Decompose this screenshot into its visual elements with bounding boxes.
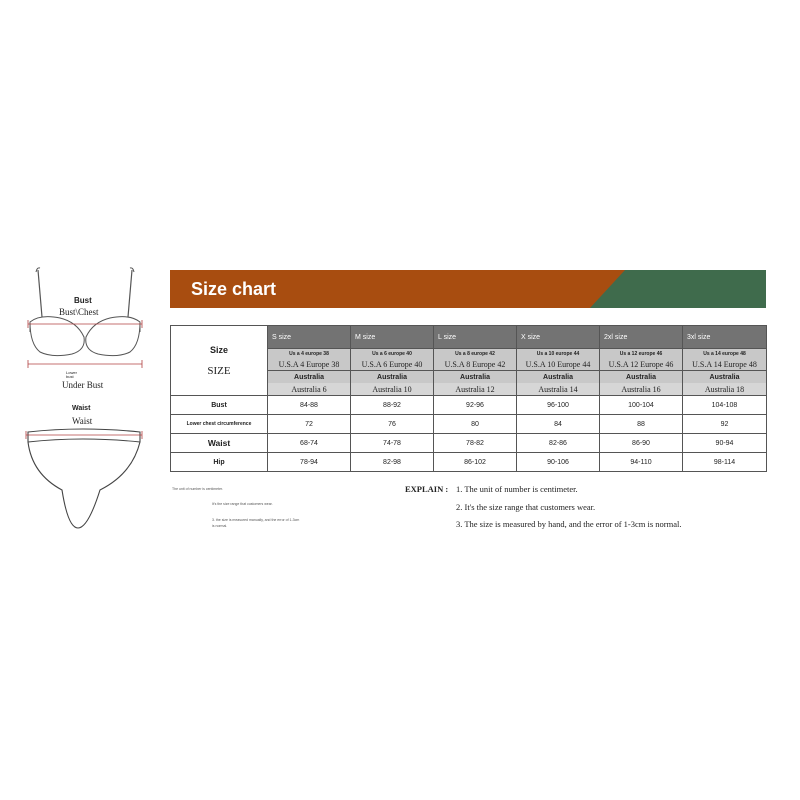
note-left-line2: It's the size range that customers wear. — [212, 502, 273, 506]
size-corner-top: Size — [209, 344, 228, 355]
usa-l: U.S.A 8 Europe 42 — [434, 359, 517, 371]
au-small-s: Australia — [268, 371, 351, 384]
usa-small-3xl: Us a 14 europe 48 — [683, 349, 767, 360]
table-header-row — [171, 326, 767, 349]
au-2xl: Australia 16 — [600, 383, 683, 396]
table-row-waist — [171, 434, 767, 453]
row-label-bust: Bust — [171, 396, 268, 415]
au-small-3xl: Australia — [683, 371, 767, 384]
note-left-line1: The unit of number is centimeter. — [172, 487, 223, 491]
size-header-s: S size — [268, 326, 351, 349]
table-row-lower-chest — [171, 415, 767, 434]
usa-small-2xl: Us a 12 europe 46 — [600, 349, 683, 360]
table-cell: 76 — [351, 415, 434, 434]
usa-small-l: Us a 8 europe 42 — [434, 349, 517, 360]
table-cell: 86-102 — [434, 453, 517, 472]
table-cell: 92 — [683, 415, 767, 434]
explain-item-2: 2. It's the size range that customers wear. — [456, 502, 596, 512]
usa-3xl: U.S.A 14 Europe 48 — [683, 359, 767, 371]
table-cell: 84-88 — [268, 396, 351, 415]
row-label-waist: Waist — [171, 434, 268, 453]
table-cell: 98-114 — [683, 453, 767, 472]
table-cell: 90-94 — [683, 434, 767, 453]
size-corner-cell — [171, 326, 268, 396]
au-small-2xl: Australia — [600, 371, 683, 384]
size-table — [170, 325, 767, 472]
size-header-m: M size — [351, 326, 434, 349]
table-cell: 100-104 — [600, 396, 683, 415]
bust-chest-label: Bust\Chest — [59, 307, 99, 317]
table-cell: 68-74 — [268, 434, 351, 453]
explain-label: EXPLAIN : — [405, 484, 449, 494]
table-cell: 92-96 — [434, 396, 517, 415]
usa-s: U.S.A 4 Europe 38 — [268, 359, 351, 371]
au-l: Australia 12 — [434, 383, 517, 396]
table-cell: 78-82 — [434, 434, 517, 453]
usa-2xl: U.S.A 12 Europe 46 — [600, 359, 683, 371]
table-cell: 88 — [600, 415, 683, 434]
table-cell: 82-98 — [351, 453, 434, 472]
au-s: Australia 6 — [268, 383, 351, 396]
table-cell: 80 — [434, 415, 517, 434]
size-header-l: L size — [434, 326, 517, 349]
table-cell: 82-86 — [517, 434, 600, 453]
usa-small-m: Us a 6 europe 40 — [351, 349, 434, 360]
bust-label: Bust — [74, 296, 92, 305]
au-3xl: Australia 18 — [683, 383, 767, 396]
explain-item-1: 1. The unit of number is centimeter. — [456, 484, 578, 494]
au-small-l: Australia — [434, 371, 517, 384]
lower-bust-small-label: Lower bust — [66, 370, 77, 379]
table-cell: 84 — [517, 415, 600, 434]
table-cell: 86-90 — [600, 434, 683, 453]
size-corner-bottom: SIZE — [207, 364, 231, 377]
row-label-hip: Hip — [171, 453, 268, 472]
au-small-x: Australia — [517, 371, 600, 384]
table-row-hip — [171, 453, 767, 472]
banner-title: Size chart — [191, 279, 277, 299]
usa-m: U.S.A 6 Europe 40 — [351, 359, 434, 371]
table-cell: 78-94 — [268, 453, 351, 472]
usa-x: U.S.A 10 Europe 44 — [517, 359, 600, 371]
size-header-x: X size — [517, 326, 600, 349]
size-chart-banner — [170, 270, 766, 308]
size-header-2xl: 2xl size — [600, 326, 683, 349]
row-label-lower-chest: Lower chest circumference — [171, 415, 268, 434]
table-cell: 88-92 — [351, 396, 434, 415]
table-cell: 94-110 — [600, 453, 683, 472]
au-small-m: Australia — [351, 371, 434, 384]
table-cell: 90-106 — [517, 453, 600, 472]
explain-item-3: 3. The size is measured by hand, and the error of 1-3cm is normal. — [456, 519, 682, 529]
au-m: Australia 10 — [351, 383, 434, 396]
note-left-line3: 3. the size is measured manually, and the error of 1-3cm — [212, 518, 300, 522]
size-header-3xl: 3xl size — [683, 326, 767, 349]
table-cell: 72 — [268, 415, 351, 434]
table-cell: 74-78 — [351, 434, 434, 453]
waist-label: Waist — [72, 416, 93, 426]
garment-figures — [22, 262, 152, 542]
table-row-bust — [171, 396, 767, 415]
note-left-line4: is normal. — [212, 524, 228, 528]
au-x: Australia 14 — [517, 383, 600, 396]
table-cell: 96-100 — [517, 396, 600, 415]
table-cell: 104-108 — [683, 396, 767, 415]
waist-label-bold: Waist — [72, 405, 91, 412]
under-bust-label: Under Bust — [62, 380, 104, 390]
usa-small-x: Us a 10 europe 44 — [517, 349, 600, 360]
usa-small-s: Us a 4 europe 38 — [268, 349, 351, 360]
